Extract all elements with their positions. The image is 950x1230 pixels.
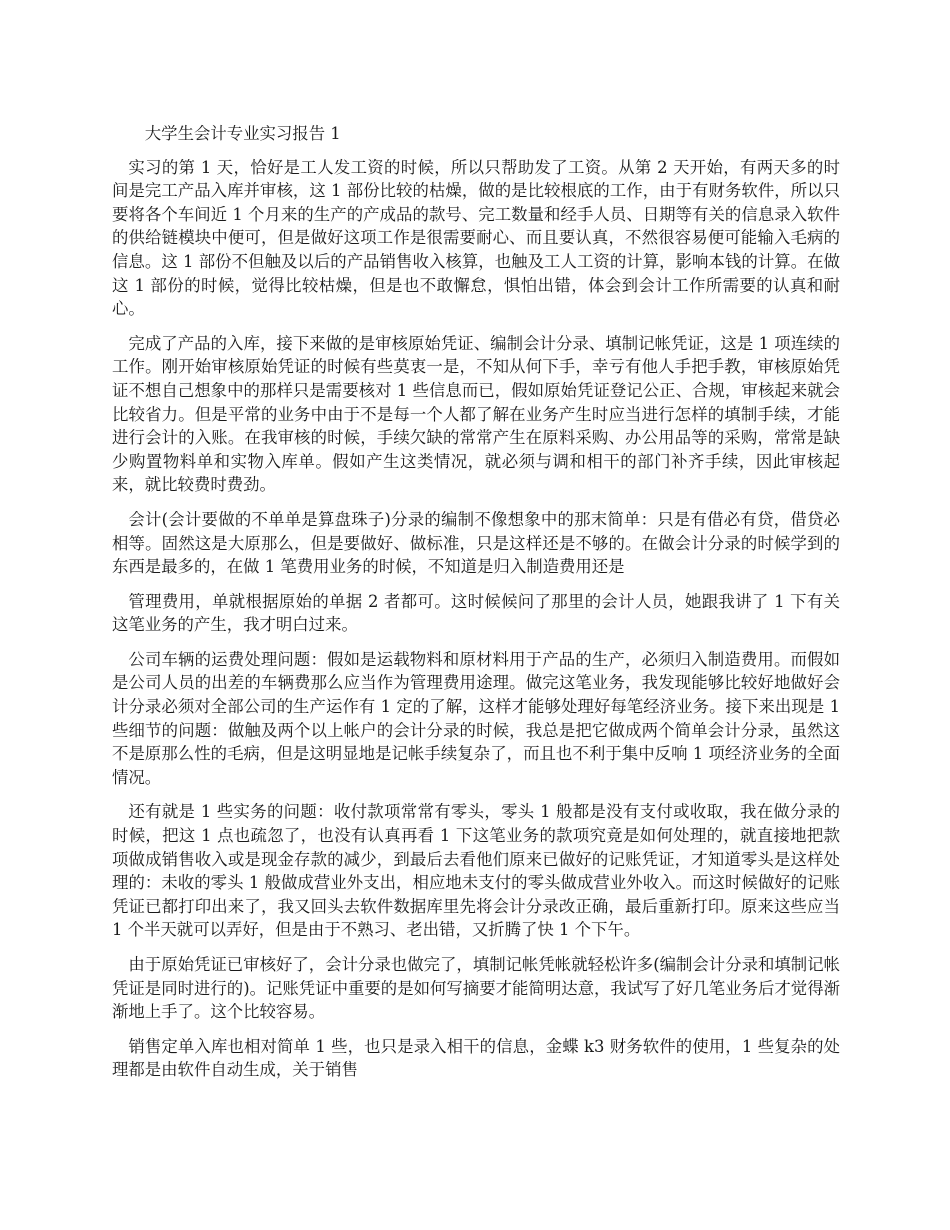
document-body xyxy=(112,122,840,1093)
paragraph-4: 管理费用，单就根据原始的单据 2 者都可。这时候候问了那里的会计人员，她跟我讲了 1 下有关这笔业务的产生，我才明白过来。 xyxy=(112,591,840,635)
paragraph-8: 销售定单入库也相对简单 1 些，也只是录入相干的信息，金蝶 k3 财务软件的使用，1 些复杂的处理都是由软件自动生成，关于销售 xyxy=(112,1036,840,1080)
paragraph-3: 会计(会计要做的不单单是算盘珠子)分录的编制不像想象中的那末简单：只是有借必有贷，借贷必相等。固然这是大原那么，但是要做好、做标准，只是这样还是不够的。在做会计分录的时候学到的东西是最多的，在做 1 笔费用业务的时候，不知道是归入制造费用还是 xyxy=(112,509,840,577)
paragraph-7: 由于原始凭证已审核好了，会计分录也做完了，填制记帐凭帐就轻松许多(编制会计分录和填制记帐凭证是同时进行的)。记账凭证中重要的是如何写摘要才能简明达意，我试写了好几笔业务后才觉得渐渐地上手了。这个比较容易。 xyxy=(112,955,840,1022)
paragraph-1: 实习的第 1 天，恰好是工人发工资的时候，所以只帮助发了工资。从第 2 天开始，有两天多的时间是完工产品入库并审核，这 1 部份比较的枯燥，做的是比较根底的工作，由于有财务软件，所以只要将各个车间近 1 个月来的生产的产成品的款号、完工数量和经手人员、日期等有关的信息录入软件的供给链模块中便可，但是做好这项工作是很需要耐心、而且要认真，不然很容易便可能输入毛病的信息。这 1 部份不但触及以后的产品销售收入核算，也触及工人工资的计算，影响本钱的计算。在做这 1 部份的时候，觉得比较枯燥，但是也不敢懈怠，惧怕出错，体会到会计工作所需要的认真和耐心。 xyxy=(112,157,840,319)
paragraph-5: 公司车辆的运费处理问题：假如是运载物料和原材料用于产品的生产，必须归入制造费用。而假如是公司人员的出差的车辆费那么应当作为管理费用途理。做完这笔业务，我发现能够比较好地做好会计分录必须对全部公司的生产运作有 1 定的了解，这样才能够处理好每笔经济业务。接下来出现是 1 些细节的问题：做触及两个以上帐户的会计分录的时候，我总是把它做成两个简单会计分录，虽然这不是原那么性的毛病，但是这明显地是记帐手续复杂了，而且也不利于集中反响 1 项经济业务的全面情况。 xyxy=(112,649,840,787)
document-title: 大学生会计专业实习报告 1 xyxy=(144,124,341,143)
paragraph-2: 完成了产品的入库，接下来做的是审核原始凭证、编制会计分录、填制记帐凭证，这是 1 项连续的工作。刚开始审核原始凭证的时候有些莫衷一是，不知从何下手，幸亏有他人手把手教，审核原始凭证不想自己想象中的那样只是需要核对 1 些信息而已，假如原始凭证登记公正、合规，审核起来就会比较省力。但是平常的业务中由于不是每一个人都了解在业务产生时应当进行怎样的填制手续，才能进行会计的入账。在我审核的时候，手续欠缺的常常产生在原料采购、办公用品等的采购，常常是缺少购置物料单和实物入库单。假如产生这类情况，就必须与调和相干的部门补齐手续，因此审核起来，就比较费时费劲。 xyxy=(112,333,840,495)
paragraph-6: 还有就是 1 些实务的问题：收付款项常常有零头，零头 1 般都是没有支付或收取，我在做分录的时候，把这 1 点也疏忽了，也没有认真再看 1 下这笔业务的款项究竟是如何处理的，就直接地把款项做成销售收入或是现金存款的减少，到最后去看他们原来已做好的记账凭证，才知道零头是这样处理的：未收的零头 1 般做成营业外支出，相应地未支付的零头做成营业外收入。而这时候做好的记账凭证已都打印出来了，我又回头去软件数据库里先将会计分录改正确，最后重新打印。原来这些应当 1 个半天就可以弄好，但是由于不熟习、老出错，又折腾了快 1 个下午。 xyxy=(112,802,840,940)
